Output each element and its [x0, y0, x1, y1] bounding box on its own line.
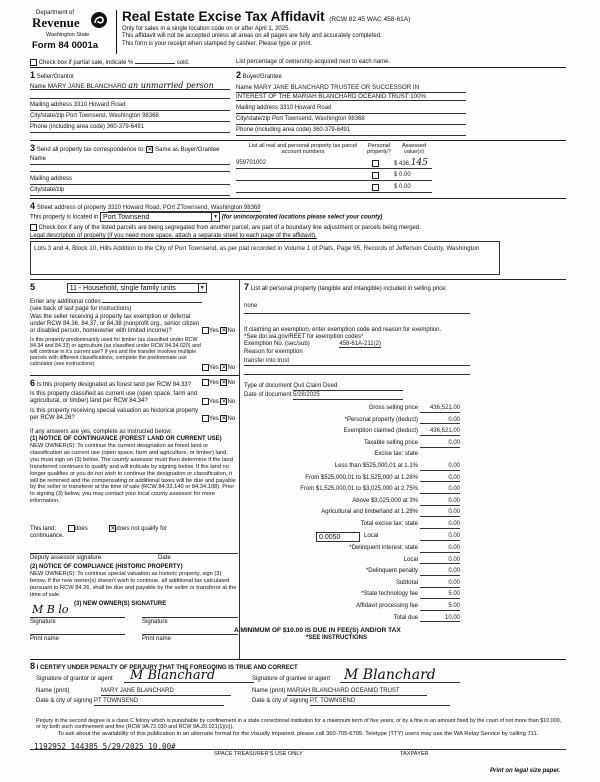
buyer-section — [236, 70, 466, 140]
partial-sale-row — [30, 59, 245, 67]
field-label: City/state/zip — [236, 116, 271, 122]
tax-row-value[interactable]: 0.00 — [420, 440, 460, 448]
property-section — [30, 201, 566, 277]
buyer-heading-label: Buyer/Grantee — [242, 74, 282, 80]
assessed-col-header: Assessed value(s) — [401, 143, 427, 156]
location-select[interactable] — [100, 212, 220, 222]
exemption-number-value[interactable]: 458-61A-211(2) — [339, 341, 381, 347]
parcel-row — [236, 172, 432, 181]
tax-row — [244, 509, 470, 518]
tax-row — [244, 428, 470, 437]
street-address-label: Street address of property — [36, 205, 107, 211]
field-label: Name — [30, 84, 47, 90]
doc-date-label: Date of document — [244, 392, 292, 398]
yes-no — [202, 327, 235, 335]
reason-line2 — [244, 374, 470, 375]
continuance-row — [30, 525, 238, 533]
seller-city-value[interactable]: Port Townsend, Washington 98368 — [66, 113, 159, 119]
vertical-divider — [239, 279, 240, 659]
corr-mailing-row[interactable] — [30, 176, 230, 185]
field-label: Mailing address — [236, 105, 279, 111]
section-number: 8 — [30, 661, 36, 671]
parcel-number[interactable]: 959701002 — [236, 160, 267, 166]
field-label: Name — [236, 85, 253, 91]
tax-row-label: Taxable selling price — [363, 439, 418, 446]
forest-question — [30, 378, 240, 389]
grantor-sig-label: Signature of grantor or agent — [36, 676, 113, 682]
exemption-number-row — [244, 341, 470, 348]
seller-heading — [30, 70, 74, 81]
tax-row — [244, 486, 470, 495]
yes-label: Yes — [209, 380, 219, 387]
chevron-down-icon[interactable]: ▼ — [198, 284, 206, 293]
assessed-value-typed: $ 436, — [394, 161, 411, 167]
tax-row-label: Affidavit processing fee — [356, 603, 418, 609]
tax-row-label: Subtotal — [395, 579, 418, 586]
grantor-date-row — [36, 698, 256, 706]
buyer-mailing-row — [236, 105, 466, 114]
section-number: 2 — [236, 70, 242, 80]
section-number: 4 — [30, 201, 36, 211]
seller-mailing-value[interactable]: 3310 Howard Road — [73, 102, 126, 108]
tax-row-label: Less than $525,000.01 at 1.1% — [334, 463, 418, 469]
buyer-name-row — [236, 84, 466, 93]
tax-row-value[interactable]: 0.00 — [420, 475, 460, 483]
footer-line — [30, 749, 566, 750]
personal-property-value[interactable]: none — [244, 303, 258, 309]
correspondence-section — [30, 143, 230, 197]
tax-row-value[interactable]: 0.00 — [420, 509, 460, 517]
no-checkbox[interactable]: ✕ — [221, 365, 227, 371]
seller-name-line2 — [30, 98, 230, 99]
deputy-date-label: Date — [158, 555, 171, 561]
tax-row-label: Total excise tax: state — [360, 521, 418, 527]
tax-row-label: Above $3,025,000 at 3% — [352, 497, 418, 504]
same-as-buyer-label: Same as Buyer/Grantee — [155, 147, 220, 153]
no-label: No — [227, 399, 236, 406]
tax-row-label: *Personal property (deduct) — [344, 416, 418, 423]
assessed-value[interactable]: $ 0.00 — [394, 172, 411, 178]
print-name-label: Print name — [30, 636, 60, 642]
sig-line — [142, 617, 238, 618]
yes-label: Yes — [209, 365, 219, 372]
grantee-name-value[interactable]: MARIAH BLANCHARD OCEANID TRUST — [287, 688, 427, 696]
personal-property-label: List all personal property (tangible and intangible) included in selling price. — [250, 286, 448, 292]
cashier-stamp: 1192952 144385 5/29/2025 10.00# — [34, 742, 176, 751]
field-label: Name — [30, 156, 47, 162]
tax-row — [244, 615, 470, 624]
segregation-label: Check box if any of the listed parcels are being segregated from another parcel, are part of a boundary line adjustment or parcels being merged. — [38, 225, 421, 232]
additional-codes-label: Enter any additional codes — [30, 299, 101, 305]
current-use-question-text: Is this property classified as current use (open space, farm and agricultural, or timber) land per RCW 84.34? — [30, 391, 198, 404]
grantor-sig-row — [36, 668, 256, 685]
seller-phone-value[interactable]: 360-379-6491 — [106, 124, 145, 130]
historic-question — [30, 408, 240, 422]
does-not-checkbox[interactable]: ✕ — [110, 526, 116, 532]
corr-name-row[interactable] — [30, 156, 230, 165]
segregation-row — [30, 224, 566, 232]
parcel-row — [236, 160, 432, 169]
local-tax-value[interactable]: 0.00 — [420, 533, 460, 541]
doc-date-value[interactable]: 5/28/2025 — [293, 392, 403, 400]
sig-line — [30, 617, 125, 618]
land-use-select[interactable] — [67, 283, 207, 293]
grantee-name-row — [252, 688, 552, 696]
tax-row-value[interactable]: 0.00 — [420, 545, 460, 553]
exemption-question — [30, 314, 240, 335]
section-8 — [30, 661, 566, 723]
if-yes-note: If any answers are yes, complete as instructed below. — [30, 429, 173, 435]
no-checkbox[interactable]: ✕ — [221, 399, 227, 405]
field-label: Mailing address — [30, 102, 73, 108]
yes-label: Yes — [209, 328, 219, 335]
tax-row-label: From $525,000.01 to $1,525,000 at 1.28% — [305, 474, 418, 481]
historic-question-text: Is this property receiving special valuation as historical property per RCW 84.26? — [30, 408, 199, 421]
local-rate-input[interactable] — [316, 532, 360, 542]
print-line — [142, 634, 238, 635]
parcel-table — [236, 143, 466, 197]
seller-name-row — [30, 81, 230, 90]
section-number: 1 — [30, 70, 36, 80]
location-select-value: Port Townsend — [103, 214, 150, 221]
corr-city-row[interactable] — [30, 187, 230, 196]
new-owner-signature-handwriting: M B lo — [32, 603, 69, 616]
notice2-text: NEW OWNER(S): To continue special valuation as historic property, sign (3) below. If the new owner(s) doesn't wish to continue, all additional tax calculated pursuant to RCW 84.26, shall be due and payable by the seller or transferor at the time of sale. — [30, 571, 237, 598]
print-name-label: Print name — [142, 636, 172, 642]
section-6 — [30, 378, 240, 658]
certify-statement: I CERTIFY UNDER PENALTY OF PERJURY THAT THE FOREGOING IS TRUE AND CORRECT — [36, 665, 298, 671]
new-owner-signature-label: (3) NEW OWNER(S) SIGNATURE — [74, 601, 167, 607]
dor-logo — [32, 10, 114, 56]
yes-checkbox[interactable] — [202, 379, 209, 386]
divider — [30, 659, 566, 660]
partial-sale-sold: sold. — [176, 60, 190, 67]
buyer-phone-value[interactable]: 360-379-6491 — [312, 127, 351, 133]
no-checkbox[interactable]: ✕ — [221, 380, 227, 386]
located-in-row — [30, 212, 566, 222]
tax-row — [244, 568, 470, 577]
tax-row-value[interactable]: 0.00 — [420, 498, 460, 506]
personal-property-checkbox[interactable] — [372, 172, 379, 179]
grantor-name-value[interactable]: MARY JANE BLANCHARD — [101, 688, 231, 696]
does-checkbox[interactable] — [68, 525, 75, 532]
tax-row-label: *State technology fee — [360, 591, 418, 598]
dept-label: Department of — [36, 10, 75, 16]
this-land-label: This land: — [30, 526, 57, 533]
assessed-value[interactable] — [394, 158, 428, 168]
seller-city-row — [30, 113, 230, 122]
legal-paper-note: Print on legal size paper. — [490, 768, 561, 774]
current-use-question — [30, 391, 240, 405]
divider — [30, 140, 566, 141]
tax-row-label: Total due — [393, 614, 418, 621]
personal-property-checkbox[interactable] — [372, 160, 379, 167]
tax-row — [244, 463, 470, 472]
buyer-city-row — [236, 116, 466, 125]
tax-row — [244, 498, 470, 507]
field-label: City/state/zip — [30, 187, 65, 193]
grantor-name-label: Name (print) — [36, 688, 70, 694]
buyer-name-row-2 — [236, 93, 466, 101]
tax-row-value[interactable]: 5.00 — [420, 603, 460, 611]
section-number: 5 — [30, 282, 36, 292]
local-rate-value: 0.0050 — [319, 534, 341, 541]
tax-row — [244, 603, 470, 612]
field-label: Phone (including area code) — [236, 127, 312, 133]
section-number: 3 — [30, 143, 36, 153]
field-label: Mailing address — [30, 176, 73, 182]
tax-row-label: Local — [403, 556, 418, 563]
grantee-name-label: Name (print) — [252, 688, 286, 694]
forest-question-text: Is this property designated as forest land per RCW 84.33? — [36, 382, 192, 388]
form-statute: (RCW 82.45 WAC 458-61A) — [329, 16, 411, 23]
legal-description-label: Legal description of property (if you need more space, attach a separate sheet to each page of the affidavit). — [30, 233, 317, 239]
header-note-3: This form is your receipt when stamped by cashier. Please type or print. — [122, 40, 313, 47]
tax-row-value[interactable]: 436,521.00 — [420, 428, 460, 436]
grantor-date-value[interactable]: PT TOWNSEND — [94, 698, 224, 706]
buyer-name-value-1[interactable]: MARY JANE BLANCHARD TRUSTEE OR SUCCESSOR IN — [253, 84, 420, 91]
parcel-row — [236, 184, 432, 193]
section-number: 6 — [30, 378, 36, 388]
buyer-phone-row — [236, 127, 466, 136]
doc-type-value[interactable]: Quit Claim Deed — [293, 383, 403, 391]
header-note-2: This affidavit will not be accepted unless all areas on all pages are fully and accurately completed. — [122, 33, 382, 40]
grantor-signature-handwriting: M Blanchard — [130, 668, 216, 683]
buyer-mailing-value[interactable]: 3310 Howard Road — [279, 105, 332, 111]
buyer-city-value[interactable]: Port Townsend, Washington 98368 — [272, 116, 365, 122]
tax-row — [244, 545, 470, 554]
local-label: Local — [364, 533, 379, 539]
section-number: 7 — [244, 282, 250, 292]
minimum-due-note: A MINIMUM OF $10.00 IS DUE IN FEE(S) AND/OR TAX — [234, 627, 401, 634]
ownership-note: List percentage of ownership acquired next to each name. — [236, 59, 391, 65]
no-label: No — [227, 416, 236, 423]
accessibility-note: To ask about the availability of this publication in an alternate format for the visually impaired, please call 360-705-6705. Teletype (TTY) users may use the WA Relay Service by calling 711. — [57, 731, 539, 737]
yes-no — [202, 364, 235, 372]
exemption-number-label: Exemption No. (sec/sub) — [244, 341, 310, 347]
no-checkbox[interactable]: ✕ — [221, 328, 227, 334]
signature-label: Signature — [30, 619, 56, 625]
additional-codes-input[interactable] — [102, 302, 202, 303]
tax-row-label: From $1,525,000.01 to $3,025,000 at 2.75% — [300, 486, 418, 493]
signature-label: Signature — [142, 619, 168, 625]
personal-col-header: Personal property? — [367, 143, 391, 156]
parcel-col-header: List all real and personal property tax parcel account numbers — [248, 143, 358, 156]
tax-row — [244, 417, 470, 426]
yes-checkbox[interactable] — [202, 398, 209, 405]
doc-type-row — [244, 383, 470, 391]
seller-heading-label: Seller/Grantor — [36, 74, 75, 80]
header-divider — [116, 10, 117, 54]
grantee-date-value[interactable]: PT, TOWNSEND — [310, 698, 450, 706]
tax-row-value[interactable]: 5.00 — [420, 591, 460, 599]
form-number: Form 84 0001a — [32, 40, 99, 51]
see-back-note: (see back of last page for instructions) — [30, 306, 132, 312]
tax-row-value[interactable]: 436,521.00 — [420, 405, 460, 413]
timber-question — [30, 337, 240, 372]
tax-row — [244, 440, 470, 449]
divider — [30, 279, 566, 280]
pp-line — [244, 313, 470, 314]
divider — [30, 198, 566, 199]
located-note: (for unincorporated locations please select your county) — [221, 214, 383, 221]
logo-swirl-icon — [90, 11, 108, 29]
no-label: No — [227, 365, 236, 372]
tax-row-value[interactable]: 0.00 — [420, 463, 460, 471]
seller-phone-row — [30, 124, 230, 133]
personal-property-row — [244, 282, 470, 293]
see-instructions-note: *SEE INSTRUCTIONS — [306, 635, 368, 641]
notice1-text: NEW OWNER(S): To continue the current designation as forest land or classification as current use (open space, farm and agriculture, or timber) land, you must sign on (3) below. The county assessor must then determine if the land transferred continues to qualify and will indicate by signing below. If the land no longer qualifies or you do not wish to continue the designation or classification, it will be removed and the compensating or additional taxes will be due and payable by the seller or transferor at the time of sale (RCW 84.33.140 or 84.34.108). Prior to signing (3) below, you may contact your local county assessor for more information. — [30, 443, 236, 505]
tax-row — [244, 580, 470, 589]
tax-row — [244, 557, 470, 566]
perjury-statement: Perjury in the second degree is a class C felony which is punishable by confinement in a state correctional institution for a maximum term of five years, or by a fine in an amount fixed by the court of not more than $10,000, or by both such confinement and fine (RCW 9A.72.030 and RCW 9A.20.021(1)(c)). — [36, 718, 562, 731]
timber-question-text: Is this property predominantly used for timber (as classified under RCW 84.34 and 84.33) or agriculture (as classified under RCW 84.34.020) and will continue in it's current use? If yes and the transfer involves multiple parcels with different classifications, complete the predominate use calculator (see instructions) — [30, 337, 201, 368]
field-label: Phone (including area code) — [30, 124, 106, 130]
grantee-date-row — [252, 698, 552, 706]
deputy-line — [30, 553, 238, 554]
yes-checkbox[interactable] — [202, 327, 209, 334]
personal-property-checkbox[interactable] — [372, 184, 379, 191]
form-title-row — [122, 9, 582, 25]
seller-name-value[interactable]: MARY JANE BLANCHARD — [47, 83, 127, 90]
reason-label: Reason for exemption — [244, 349, 303, 355]
buyer-heading — [236, 70, 282, 81]
deputy-signature-label: Deputy assessor signature — [30, 555, 102, 561]
grantee-sig-row — [252, 667, 552, 685]
seller-name-handwriting: an unmarried person — [128, 81, 214, 90]
tax-row-label: *Delinquent penalty — [365, 568, 418, 575]
tax-row-value[interactable]: 0.00 — [420, 486, 460, 494]
land-use-value: 11 - Household, single family units — [69, 285, 176, 293]
does-not-label: does not qualify for — [116, 526, 168, 533]
seller-mailing-row — [30, 102, 230, 111]
tax-row-value[interactable]: 10.00 — [420, 615, 460, 623]
partial-sale-checkbox[interactable] — [30, 59, 37, 66]
tax-row-value[interactable]: 0.00 — [420, 521, 460, 529]
street-address-row — [30, 201, 430, 212]
exemption-question-text: Was the seller receiving a property tax exemption or deferral under RCW 84.36, 84.37, or 84.38 (nonprofit org., senior citizen or disabled person, homeowner with limited income)? — [30, 314, 200, 334]
tax-row — [244, 521, 470, 530]
located-in-label: This property is located in — [30, 214, 99, 221]
correspondence-heading — [30, 143, 219, 154]
tax-row — [244, 475, 470, 484]
tax-row-label: Agricultural and timberland at 1.28% — [321, 509, 418, 516]
yes-no — [202, 415, 235, 423]
legal-description-box[interactable] — [30, 241, 500, 275]
revenue-wordmark: Revenue — [32, 15, 80, 30]
doc-date-row — [244, 392, 470, 400]
doc-type-label: Type of document — [244, 383, 292, 389]
reason-value[interactable]: transfer into trust — [244, 358, 470, 366]
divider — [30, 375, 240, 376]
assessed-value-handwriting: 145 — [410, 158, 428, 168]
tax-row-value[interactable]: 0.00 — [420, 417, 460, 425]
tax-row-value[interactable]: 0.00 — [420, 557, 460, 565]
divider — [30, 67, 566, 68]
local-row — [244, 532, 470, 542]
tax-row — [244, 405, 470, 414]
no-label: No — [227, 380, 236, 387]
grantee-signature-handwriting: M Blanchard — [344, 667, 436, 683]
tax-row — [244, 591, 470, 600]
tax-row-value[interactable]: 0.00 — [420, 568, 460, 576]
no-label: No — [227, 328, 236, 335]
notice1-heading: (1) NOTICE OF CONTINUANCE (FOREST LAND OR CURRENT USE) — [30, 436, 222, 442]
tax-row — [244, 451, 470, 460]
segregation-checkbox[interactable] — [30, 224, 37, 231]
yes-no — [202, 398, 235, 406]
yes-label: Yes — [209, 416, 219, 423]
does-label: does — [74, 526, 88, 533]
state-label: Washington State — [46, 32, 90, 38]
same-as-buyer-checkbox[interactable]: ✕ — [147, 146, 153, 153]
tax-row-label: *Delinquent interest: state — [349, 545, 418, 551]
partial-sale-label: Check box if partial sale, indicate % — [38, 60, 134, 67]
continuance-label: continuance. — [30, 533, 65, 539]
yes-checkbox[interactable] — [202, 364, 209, 371]
tax-row-label: Excise tax: state — [374, 451, 418, 458]
correspondence-label: Send all property tax correspondence to: — [36, 147, 145, 153]
legal-description-value: Lots 3 and 4, Block 10, Hills Addition to the City of Port Townsend, as per plat recorded in Volume 1 of Plats, Page 95, Records of Jefferson County, Washington — [34, 245, 480, 252]
buyer-name-value-2[interactable]: INTEREST OF THE MARIAH BLANCHARD OCEANID TRUST 100% — [236, 93, 427, 100]
header-notes — [122, 26, 562, 48]
no-checkbox[interactable]: ✕ — [221, 416, 227, 422]
taxpayer-label: TAXPAYER — [400, 751, 429, 757]
street-address-value[interactable]: 3310 Howard Road, POrt ZTownsend, Washington 98368 — [107, 205, 261, 211]
assessed-value[interactable]: $ 0.00 — [394, 184, 411, 190]
grantor-name-row — [36, 688, 256, 696]
section-5 — [30, 282, 240, 377]
print-line — [30, 634, 125, 635]
yes-label: Yes — [209, 399, 219, 406]
tax-row-value[interactable]: 0.00 — [420, 580, 460, 588]
grantee-sig-label: Signature of grantee or agent — [252, 676, 331, 682]
notice2-heading: (2) NOTICE OF COMPLIANCE (HISTORIC PROPERTY) — [30, 564, 183, 570]
grantor-date-label: Date & city of signing — [36, 698, 93, 704]
form-title: Real Estate Excise Tax Affidavit — [122, 9, 325, 24]
yes-checkbox[interactable] — [202, 415, 209, 422]
tax-row-label: Exemption claimed (deduct) — [343, 428, 418, 435]
grantee-date-label: Date & city of signing — [252, 698, 309, 704]
tax-row-label: Gross selling price — [368, 405, 418, 411]
additional-codes-row — [30, 299, 240, 306]
yes-no — [202, 379, 235, 387]
header-note-1: Only for sales in a single location code on or after April 1, 2025. — [122, 26, 291, 32]
use-row — [30, 282, 240, 293]
field-label: City/state/zip — [30, 113, 65, 119]
exemption-label: If claiming an exemption, enter exemption code and reason for exemption. *See dor.wa.gov/REET for exemption codes* — [244, 327, 442, 340]
chevron-down-icon[interactable]: ▼ — [211, 213, 219, 222]
treasurer-use-label: SPACE TREASURER'S USE ONLY — [214, 751, 303, 757]
seller-section — [30, 70, 230, 140]
corr-name-line2 — [30, 171, 230, 172]
